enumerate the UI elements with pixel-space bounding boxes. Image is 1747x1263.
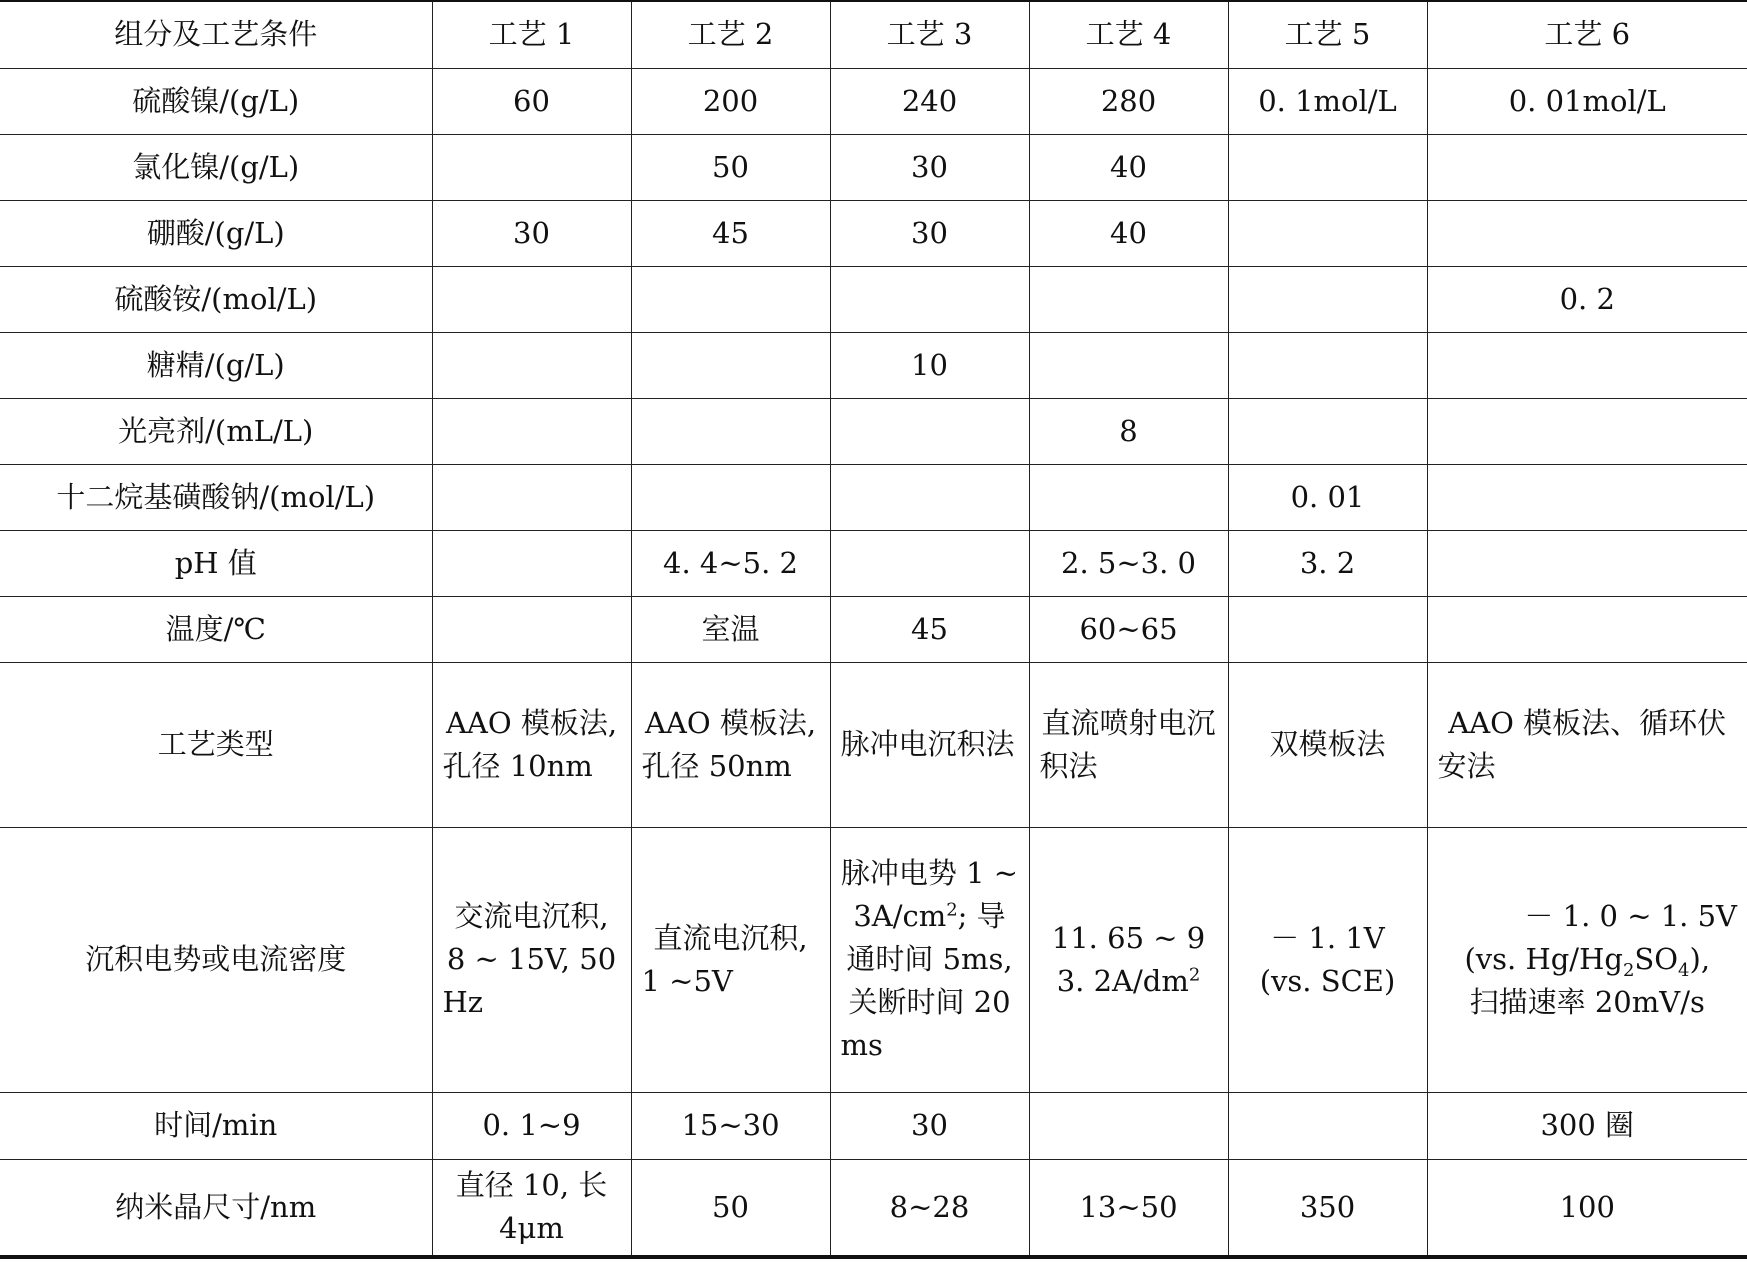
table-cell: 30 xyxy=(830,1092,1029,1159)
superscript: 2 xyxy=(946,899,958,921)
row-label: 十二烷基磺酸钠/(mol/L) xyxy=(0,464,432,530)
table-cell: 0. 01mol/L xyxy=(1427,68,1747,134)
cell-text: 脉冲电势 1 ~ 3A/cm xyxy=(840,856,1019,933)
table-cell: 8~28 xyxy=(830,1159,1029,1257)
cell-text: 11. 65 ~ 93. 2A/dm xyxy=(1051,920,1206,998)
table-cell xyxy=(631,332,830,398)
table-cell: 45 xyxy=(830,596,1029,662)
cell-line: － 1. 0 ~ 1. 5V xyxy=(1524,899,1737,933)
table-cell: 0. 2 xyxy=(1427,266,1747,332)
superscript: 2 xyxy=(1188,963,1201,985)
row-label: 温度/℃ xyxy=(0,596,432,662)
table-cell: 350 xyxy=(1228,1159,1427,1257)
row-label: 硫酸铵/(mol/L) xyxy=(0,266,432,332)
table-cell xyxy=(432,332,631,398)
table-cell xyxy=(432,134,631,200)
subscript: 2 xyxy=(1622,959,1635,981)
header-cell: 工艺 1 xyxy=(432,1,631,68)
table-cell: 13~50 xyxy=(1029,1159,1228,1257)
cell-text: SO xyxy=(1634,942,1679,976)
table-cell xyxy=(1029,827,1228,1092)
table-row xyxy=(0,134,1747,200)
table-cell xyxy=(1029,1092,1228,1159)
table-cell: AAO 模板法, 孔径 50nm xyxy=(631,662,830,827)
cell-line: 扫描速率 20mV/s xyxy=(1469,985,1705,1019)
row-label: 沉积电势或电流密度 xyxy=(0,827,432,1092)
table-cell: 3. 2 xyxy=(1228,530,1427,596)
cell-line: (vs. SCE) xyxy=(1259,963,1396,998)
table-cell xyxy=(1427,134,1747,200)
table-cell xyxy=(1228,827,1427,1092)
table-row xyxy=(0,662,1747,827)
table-cell xyxy=(432,464,631,530)
header-cell: 工艺 4 xyxy=(1029,1,1228,68)
table-cell xyxy=(1427,530,1747,596)
table-cell xyxy=(432,530,631,596)
row-label: 光亮剂/(mL/L) xyxy=(0,398,432,464)
row-label: 工艺类型 xyxy=(0,662,432,827)
table-cell: 30 xyxy=(830,134,1029,200)
row-label: pH 值 xyxy=(0,530,432,596)
table-cell: 室温 xyxy=(631,596,830,662)
table-cell xyxy=(1228,134,1427,200)
table-row xyxy=(0,266,1747,332)
table-cell xyxy=(830,464,1029,530)
row-label: 硫酸镍/(g/L) xyxy=(0,68,432,134)
table-cell xyxy=(1427,332,1747,398)
table-cell xyxy=(1427,398,1747,464)
table-cell: 直径 10, 长 4μm xyxy=(432,1159,631,1257)
table-row xyxy=(0,464,1747,530)
table-cell xyxy=(1427,464,1747,530)
header-row xyxy=(0,1,1747,68)
table-cell: 100 xyxy=(1427,1159,1747,1257)
table-cell: 0. 1mol/L xyxy=(1228,68,1427,134)
table-cell xyxy=(631,266,830,332)
row-label: 糖精/(g/L) xyxy=(0,332,432,398)
table-cell: 0. 01 xyxy=(1228,464,1427,530)
table-row xyxy=(0,1092,1747,1159)
header-cell: 工艺 6 xyxy=(1427,1,1747,68)
table-cell xyxy=(1228,398,1427,464)
header-cell: 工艺 2 xyxy=(631,1,830,68)
table-cell: 240 xyxy=(830,68,1029,134)
table-cell: AAO 模板法、循环伏安法 xyxy=(1427,662,1747,827)
table-cell: 交流电沉积, 8 ~ 15V, 50Hz xyxy=(432,827,631,1092)
table-row xyxy=(0,200,1747,266)
table-cell xyxy=(432,266,631,332)
table-cell xyxy=(830,530,1029,596)
cell-text: ; 导通时间 5ms, 关断时间 20ms xyxy=(840,899,1013,1062)
table-cell xyxy=(631,398,830,464)
table-cell xyxy=(1228,200,1427,266)
table-row xyxy=(0,530,1747,596)
table-cell: 30 xyxy=(432,200,631,266)
table-cell xyxy=(830,398,1029,464)
cell-text: ), xyxy=(1689,942,1711,976)
table-cell xyxy=(1427,827,1747,1092)
table-cell: 50 xyxy=(631,1159,830,1257)
table-cell xyxy=(1228,1092,1427,1159)
row-label: 时间/min xyxy=(0,1092,432,1159)
table-cell xyxy=(1427,200,1747,266)
table-cell xyxy=(1228,332,1427,398)
table-row xyxy=(0,332,1747,398)
row-label: 硼酸/(g/L) xyxy=(0,200,432,266)
table-cell: 280 xyxy=(1029,68,1228,134)
header-cell: 工艺 3 xyxy=(830,1,1029,68)
table-cell xyxy=(432,596,631,662)
table-cell xyxy=(1029,266,1228,332)
table-cell xyxy=(1029,332,1228,398)
table-row xyxy=(0,1159,1747,1257)
table-cell: 15~30 xyxy=(631,1092,830,1159)
table-cell xyxy=(631,464,830,530)
cell-line xyxy=(1438,938,1738,981)
table-cell: 10 xyxy=(830,332,1029,398)
table-cell: 45 xyxy=(631,200,830,266)
table-cell: 双模板法 xyxy=(1228,662,1427,827)
table-row xyxy=(0,398,1747,464)
table-cell: 0. 1~9 xyxy=(432,1092,631,1159)
table-cell: 300 圈 xyxy=(1427,1092,1747,1159)
table-cell: 8 xyxy=(1029,398,1228,464)
table-cell: 50 xyxy=(631,134,830,200)
header-cell: 组分及工艺条件 xyxy=(0,1,432,68)
table-row xyxy=(0,596,1747,662)
row-label: 氯化镍/(g/L) xyxy=(0,134,432,200)
table-cell xyxy=(1228,266,1427,332)
table-cell xyxy=(1427,596,1747,662)
table-cell: 200 xyxy=(631,68,830,134)
subscript: 4 xyxy=(1678,959,1690,981)
table-cell xyxy=(830,827,1029,1092)
table-cell: 2. 5~3. 0 xyxy=(1029,530,1228,596)
table-cell: 脉冲电沉积法 xyxy=(830,662,1029,827)
table-row xyxy=(0,827,1747,1092)
table-cell xyxy=(1029,464,1228,530)
table-cell: 30 xyxy=(830,200,1029,266)
header-cell: 工艺 5 xyxy=(1228,1,1427,68)
table-cell: AAO 模板法, 孔径 10nm xyxy=(432,662,631,827)
row-label: 纳米晶尺寸/nm xyxy=(0,1159,432,1257)
table-cell: 4. 4~5. 2 xyxy=(631,530,830,596)
table-cell: 直流喷射电沉积法 xyxy=(1029,662,1228,827)
table-cell: 40 xyxy=(1029,200,1228,266)
table-row xyxy=(0,68,1747,134)
table-cell: 直流电沉积, 1 ~5V xyxy=(631,827,830,1092)
table-cell: 60~65 xyxy=(1029,596,1228,662)
cell-text: (vs. Hg/Hg xyxy=(1464,942,1623,976)
table-cell xyxy=(1228,596,1427,662)
table-cell: 60 xyxy=(432,68,631,134)
table-cell xyxy=(830,266,1029,332)
table-cell xyxy=(432,398,631,464)
table-cell: 40 xyxy=(1029,134,1228,200)
cell-line: － 1. 1V xyxy=(1270,920,1385,955)
